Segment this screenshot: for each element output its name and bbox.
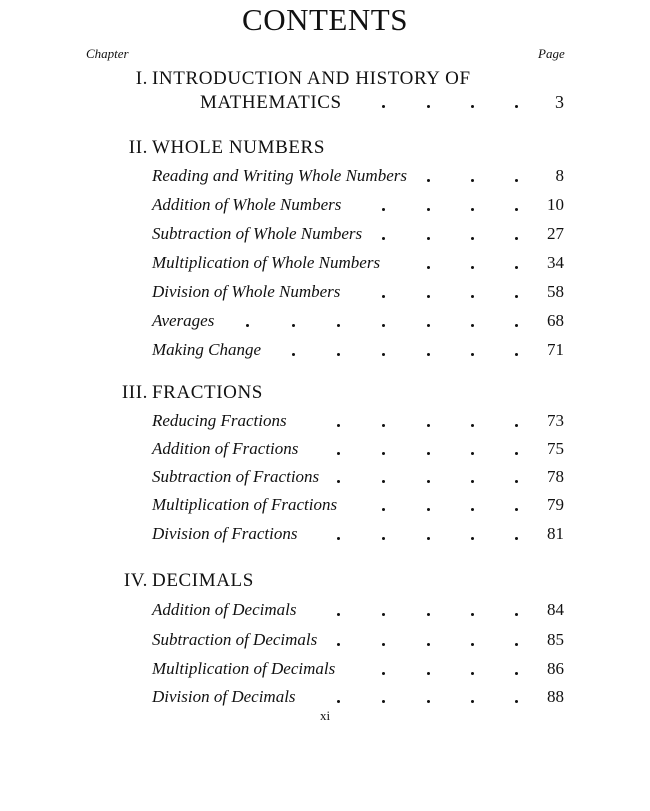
page-number: 75 [547, 439, 564, 458]
page-number: 73 [547, 411, 564, 430]
toc-entry [0, 411, 650, 435]
toc-entry [0, 659, 650, 683]
section-title: Subtraction of Fractions [152, 467, 320, 486]
chapter-title: DECIMALS [152, 570, 254, 591]
page-number: 86 [547, 659, 564, 678]
page-number: 68 [547, 311, 564, 330]
page-number: 85 [547, 630, 564, 649]
section-title: Division of Whole Numbers [152, 282, 341, 301]
chapter-title-line2: MATHEMATICS [200, 92, 342, 113]
toc-entry [0, 253, 650, 277]
chapter-numeral: II. [128, 137, 148, 158]
chapter-numeral: IV. [123, 570, 148, 591]
toc-entry [0, 166, 650, 190]
section-title: Reducing Fractions [152, 411, 287, 430]
chapter-numeral: I. [135, 68, 148, 89]
toc-entry [0, 600, 650, 624]
section-title: Addition of Fractions [152, 439, 299, 458]
page-number: 8 [555, 166, 564, 185]
section-title: Averages [152, 311, 215, 330]
section-title: Division of Fractions [152, 524, 298, 543]
toc-entry [0, 495, 650, 519]
page-number: 27 [547, 224, 564, 243]
toc-entry [0, 524, 650, 548]
section-title: Division of Decimals [152, 687, 296, 706]
page-number: 58 [547, 282, 564, 301]
section-title: Addition of Decimals [152, 600, 297, 619]
toc-entry [0, 340, 650, 364]
toc-entry [0, 195, 650, 219]
toc-entry [0, 311, 650, 335]
chapter-1-entry [0, 92, 650, 116]
section-title: Multiplication of Fractions [152, 495, 338, 514]
chapter-title: WHOLE NUMBERS [152, 137, 325, 158]
page-number: 79 [547, 495, 564, 514]
section-title: Multiplication of Whole Numbers [152, 253, 381, 272]
chapter-title: INTRODUCTION AND HISTORY OF [152, 68, 471, 89]
toc-entry [0, 467, 650, 491]
section-title: Reading and Writing Whole Numbers [152, 166, 407, 185]
page-number: 71 [547, 340, 564, 359]
chapter-column-header: Chapter [86, 46, 129, 61]
section-title: Subtraction of Whole Numbers [152, 224, 363, 243]
chapter-title: FRACTIONS [152, 382, 263, 403]
page-number: 3 [555, 92, 564, 112]
page-number: 81 [547, 524, 564, 543]
page-column-header: Page [538, 46, 565, 61]
toc-entry [0, 224, 650, 248]
toc-entry [0, 282, 650, 306]
folio-page-number: xi [319, 708, 331, 723]
toc-entry [0, 630, 650, 654]
page-number: 84 [547, 600, 564, 619]
section-title: Making Change [152, 340, 262, 359]
page-number: 10 [547, 195, 564, 214]
toc-entry [0, 439, 650, 463]
chapter-numeral: III. [121, 382, 148, 403]
section-title: Subtraction of Decimals [152, 630, 318, 649]
section-title: Addition of Whole Numbers [152, 195, 342, 214]
page-number: 34 [547, 253, 564, 272]
page-number: 78 [547, 467, 564, 486]
page-title: CONTENTS [242, 2, 408, 37]
section-title: Multiplication of Decimals [152, 659, 336, 678]
page-number: 88 [547, 687, 564, 706]
